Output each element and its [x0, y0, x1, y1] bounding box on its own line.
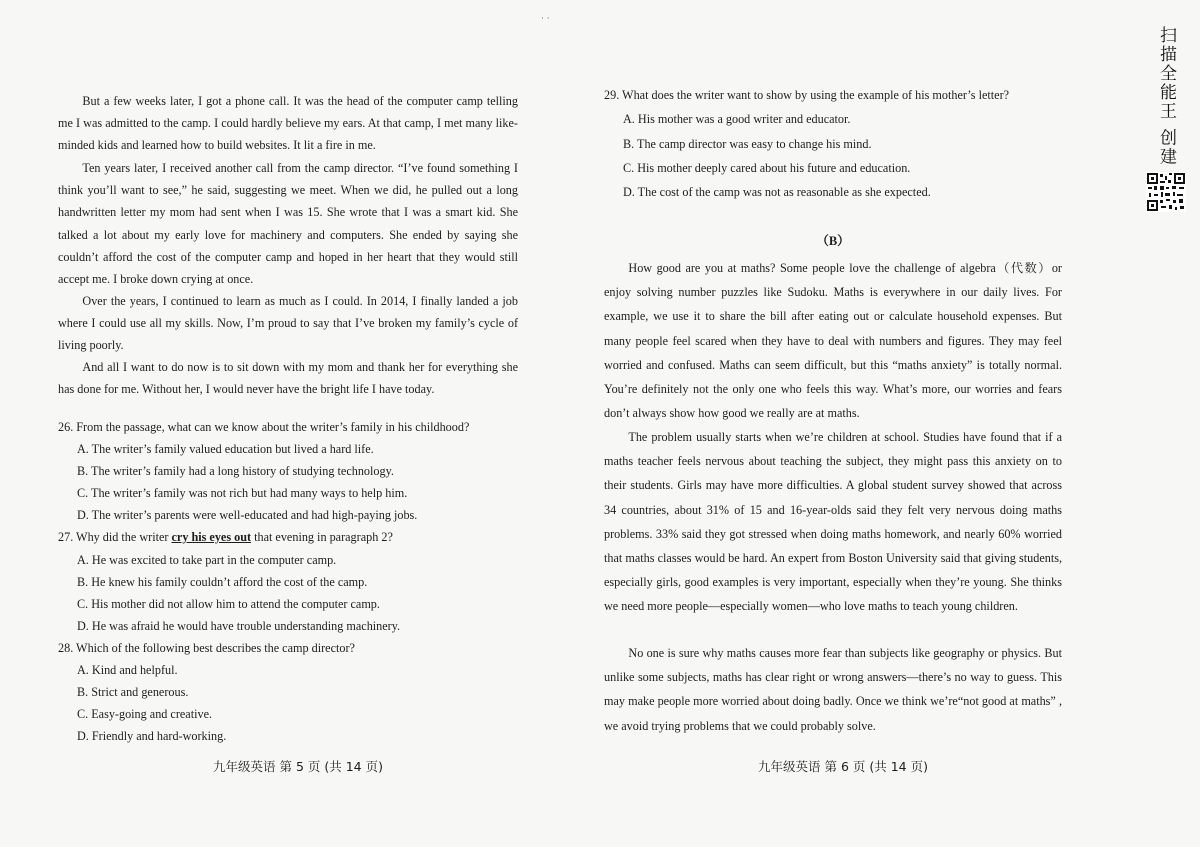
question-27-stem-start: 27. Why did the writer [58, 530, 172, 544]
question-29-option-d: D. The cost of the camp was not as reasonable as she expected. [623, 185, 931, 199]
section-title: （B） [816, 234, 850, 248]
question-28-option-c: C. Easy-going and creative. [77, 707, 213, 721]
page-footer-right: 九年级英语 第 6 页 (共 14 页) [758, 759, 928, 774]
question-29-option-a: A. His mother was a good writer and educator. [623, 112, 851, 126]
question-26-option-b: B. The writer’s family had a long history of studying technology. [77, 464, 394, 478]
question-27-option-d: D. He was afraid he would have trouble understanding machinery. [77, 619, 401, 633]
qr-code-icon [1146, 172, 1186, 212]
paragraph-2: Ten years later, I received another call from the camp director. “I’ve found something I think you’ll want to see,” he said, suggesting we meet. When we did, he pulled out a long handwritten letter my mom had sent when I was 15. She wrote that I was a smart kid. She talked a lot about my early love for machinery and computers. She ended by saying she couldn’t afford the cost of the computer camp and hoped in her heart that they would still accept me. I broke down crying at once. [58, 161, 518, 287]
question-27-stem-end: that evening in paragraph 2? [251, 530, 393, 544]
question-28-option-b: B. Strict and generous. [77, 685, 189, 699]
paragraph-1: But a few weeks later, I got a phone call. It was the head of the computer camp telling me I was admitted to the camp. I could hardly believe my ears. At that camp, I met many like-minded kids and learned how to build websites. It lit a fire in me. [58, 94, 518, 153]
page-footer-left: 九年级英语 第 5 页 (共 14 页) [213, 759, 383, 774]
scan-marks: · · [541, 14, 550, 24]
question-27-stem [58, 526, 393, 548]
question-27-option-b: B. He knew his family couldn’t afford the cost of the camp. [77, 575, 368, 589]
question-29-option-c: C. His mother deeply cared about his future and education. [623, 161, 911, 175]
paragraph-3: Over the years, I continued to learn as much as I could. In 2014, I finally landed a job where I could use all my skills. Now, I’m proud to say that I’ve broken my family’s cycle of living poorly. [58, 294, 518, 353]
question-29-option-b: B. The camp director was easy to change his mind. [623, 137, 872, 151]
question-28-option-a: A. Kind and helpful. [77, 663, 178, 677]
question-28-option-d: D. Friendly and hard-working. [77, 729, 227, 743]
underlined-phrase: cry his eyes out [171, 530, 252, 544]
question-26-stem: 26. From the passage, what can we know about the writer’s family in his childhood? [58, 420, 470, 434]
passage-b-paragraph-2: The problem usually starts when we’re children at school. Studies have found that if a maths teacher feels nervous about teaching the subject, they might pass this anxiety on to their students. Girls may have more difficulties. A global student survey showed that across 34 countries, about 31% of 15 and 16-year-olds said they felt very nervous doing maths problems. 33% said they got stressed when doing maths homework, and nearly 60% worried that maths classes would be hard. An expert from Boston University said that giving students, especially girls, good examples is very important, especially when they’re young. She thinks we need more people—especially women—who love maths to teach young children. [604, 430, 1062, 614]
question-27-option-c: C. His mother did not allow him to attend the computer camp. [77, 597, 380, 611]
question-28-stem: 28. Which of the following best describes the camp director? [58, 641, 355, 655]
question-26-option-d: D. The writer’s parents were well-educated and had high-paying jobs. [77, 508, 418, 522]
passage-b-paragraph-3: No one is sure why maths causes more fear than subjects like geography or physics. But unlike some subjects, maths has clear right or wrong answers—there’s no way to guess. This may make people more worried about doing badly. Once we think we’re“not good at maths” , we avoid trying problems that we could probably solve. [604, 646, 1062, 733]
question-26-option-a: A. The writer’s family valued education but lived a hard life. [77, 442, 374, 456]
passage-b-paragraph-1: How good are you at maths? Some people love the challenge of algebra（代数）or enjoy solving number puzzles like Sudoku. Maths is everywhere in our daily lives. For example, we use it to share the bill after eating out or calculate household expenses. But many people feel scared when they have to deal with numbers and figures. They may feel worried and confused. Maths can seem difficult, but this “maths anxiety” is totally normal. You’re definitely not the only one who feels this way. What’s more, our worries and fears don’t always show how good we really are at maths. [604, 261, 1062, 421]
question-27-option-a: A. He was excited to take part in the computer camp. [77, 553, 337, 567]
question-29-stem: 29. What does the writer want to show by using the example of his mother’s letter? [604, 88, 1010, 102]
scanner-watermark: 扫描全能王 创建 [1156, 26, 1176, 167]
question-26-option-c: C. The writer’s family was not rich but had many ways to help him. [77, 486, 408, 500]
paragraph-4: And all I want to do now is to sit down with my mom and thank her for everything she has done for me. Without her, I would never have the bright life I have today. [58, 360, 518, 397]
